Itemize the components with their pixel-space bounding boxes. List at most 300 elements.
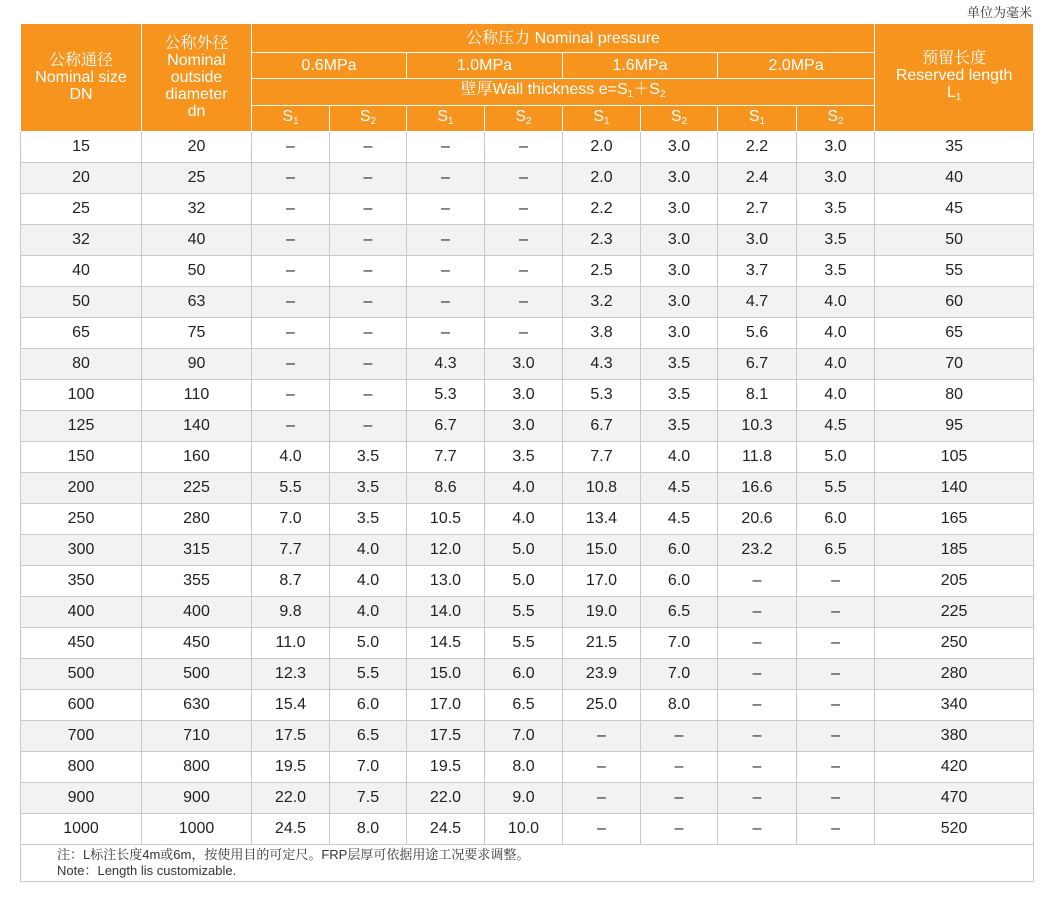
table-cell: 25: [21, 194, 142, 225]
table-cell: –: [330, 163, 407, 194]
table-cell: –: [407, 256, 485, 287]
table-cell: 45: [875, 194, 1034, 225]
header-outside-diameter: [142, 24, 252, 132]
table-cell: 5.3: [407, 380, 485, 411]
header-s1-p3: $S_1$: [718, 106, 797, 132]
table-cell: 7.7: [407, 442, 485, 473]
header-pressure-1.0: 1.0MPa: [407, 53, 563, 79]
header-reserved-en: Reserved length: [895, 66, 1013, 84]
table-cell: –: [485, 194, 563, 225]
table-cell: –: [718, 628, 797, 659]
table-cell: 2.0: [563, 163, 641, 194]
table-cell: 2.0: [563, 132, 641, 163]
table-cell: 450: [21, 628, 142, 659]
table-cell: –: [797, 597, 875, 628]
table-cell: –: [330, 287, 407, 318]
table-cell: 3.7: [718, 256, 797, 287]
table-cell: –: [252, 194, 330, 225]
header-od-cn: 公称外径: [164, 35, 229, 52]
table-cell: 3.5: [641, 380, 718, 411]
table-cell: 23.9: [563, 659, 641, 690]
table-row: [21, 163, 1034, 194]
table-row: [21, 380, 1034, 411]
table-cell: –: [718, 659, 797, 690]
table-cell: 50: [142, 256, 252, 287]
table-cell: 450: [142, 628, 252, 659]
table-cell: 22.0: [407, 783, 485, 814]
table-row: [21, 721, 1034, 752]
table-cell: –: [407, 225, 485, 256]
table-cell: –: [797, 659, 875, 690]
table-cell: –: [718, 721, 797, 752]
table-cell: 3.0: [797, 132, 875, 163]
table-cell: –: [407, 194, 485, 225]
table-cell: 95: [875, 411, 1034, 442]
table-cell: 10.8: [563, 473, 641, 504]
table-cell: –: [797, 628, 875, 659]
table-cell: 800: [21, 752, 142, 783]
header-reserved-cn: 预留长度: [922, 49, 987, 67]
table-cell: 900: [21, 783, 142, 814]
table-row: [21, 256, 1034, 287]
table-cell: 14.0: [407, 597, 485, 628]
table-cell: 4.0: [641, 442, 718, 473]
table-row: [21, 318, 1034, 349]
table-row: [21, 287, 1034, 318]
table-cell: 5.5: [252, 473, 330, 504]
table-cell: –: [252, 349, 330, 380]
table-cell: 4.0: [485, 473, 563, 504]
table-cell: 12.3: [252, 659, 330, 690]
table-cell: 90: [142, 349, 252, 380]
table-cell: 6.5: [485, 690, 563, 721]
header-reserved-sym: $L_1$: [946, 83, 962, 103]
table-cell: –: [485, 225, 563, 256]
table-cell: 4.0: [330, 597, 407, 628]
header-pressure-2.0: 2.0MPa: [718, 53, 875, 79]
table-cell: –: [718, 752, 797, 783]
table-cell: –: [797, 690, 875, 721]
table-cell: 21.5: [563, 628, 641, 659]
header-nominal-pressure: 公称压力 Nominal pressure: [252, 24, 875, 53]
table-cell: 6.0: [641, 535, 718, 566]
table-cell: 7.0: [330, 752, 407, 783]
table-cell: 8.0: [330, 814, 407, 845]
table-cell: 4.0: [330, 566, 407, 597]
table-cell: 24.5: [252, 814, 330, 845]
table-cell: –: [718, 783, 797, 814]
table-cell: 5.5: [797, 473, 875, 504]
table-cell: 315: [142, 535, 252, 566]
table-cell: 4.0: [797, 349, 875, 380]
table-cell: 5.5: [485, 597, 563, 628]
table-cell: 4.0: [797, 380, 875, 411]
table-cell: 35: [875, 132, 1034, 163]
table-cell: 7.0: [485, 721, 563, 752]
table-cell: –: [252, 225, 330, 256]
table-cell: 7.0: [641, 659, 718, 690]
table-cell: 2.7: [718, 194, 797, 225]
header-nominal-size-en: Nominal size: [35, 69, 127, 86]
table-cell: 3.0: [718, 225, 797, 256]
table-cell: 9.8: [252, 597, 330, 628]
table-cell: 40: [875, 163, 1034, 194]
table-cell: 3.0: [641, 287, 718, 318]
table-cell: 3.5: [641, 349, 718, 380]
table-cell: 4.0: [330, 535, 407, 566]
table-cell: 6.0: [330, 690, 407, 721]
table-row: [21, 690, 1034, 721]
table-cell: 8.6: [407, 473, 485, 504]
table-cell: 4.0: [252, 442, 330, 473]
table-cell: –: [797, 721, 875, 752]
table-cell: –: [485, 163, 563, 194]
table-cell: 22.0: [252, 783, 330, 814]
table-cell: –: [252, 287, 330, 318]
table-row: [21, 628, 1034, 659]
table-cell: 4.3: [407, 349, 485, 380]
table-cell: 12.0: [407, 535, 485, 566]
table-cell: 50: [21, 287, 142, 318]
header-wall-thickness: 壁厚Wall thickness $e=S_1+S_2$: [252, 79, 875, 106]
table-cell: –: [485, 318, 563, 349]
table-cell: 900: [142, 783, 252, 814]
table-cell: 165: [875, 504, 1034, 535]
table-cell: 185: [875, 535, 1034, 566]
table-cell: 9.0: [485, 783, 563, 814]
header-s2-p0: $S_2$: [330, 106, 407, 132]
table-cell: –: [330, 132, 407, 163]
table-cell: 140: [142, 411, 252, 442]
table-body: [21, 132, 1034, 845]
table-cell: –: [563, 752, 641, 783]
table-cell: 80: [21, 349, 142, 380]
table-cell: 3.5: [485, 442, 563, 473]
table-cell: –: [407, 132, 485, 163]
table-cell: –: [797, 566, 875, 597]
table-cell: 7.7: [252, 535, 330, 566]
table-cell: 20.6: [718, 504, 797, 535]
table-cell: 15.4: [252, 690, 330, 721]
table-cell: 4.5: [641, 504, 718, 535]
table-cell: 250: [875, 628, 1034, 659]
table-cell: 6.5: [797, 535, 875, 566]
table-cell: 420: [875, 752, 1034, 783]
table-cell: 400: [142, 597, 252, 628]
table-cell: 32: [142, 194, 252, 225]
table-cell: 5.3: [563, 380, 641, 411]
table-cell: 4.0: [797, 287, 875, 318]
table-cell: 19.0: [563, 597, 641, 628]
table-cell: 63: [142, 287, 252, 318]
table-header: [21, 24, 1034, 132]
table-cell: 630: [142, 690, 252, 721]
table-cell: 110: [142, 380, 252, 411]
table-cell: 380: [875, 721, 1034, 752]
table-cell: 40: [142, 225, 252, 256]
table-cell: –: [252, 256, 330, 287]
table-cell: –: [407, 163, 485, 194]
table-cell: 25.0: [563, 690, 641, 721]
table-cell: 7.0: [641, 628, 718, 659]
table-cell: –: [252, 132, 330, 163]
table-cell: 5.0: [330, 628, 407, 659]
table-cell: –: [641, 814, 718, 845]
header-nominal-size: [21, 24, 142, 132]
table-cell: 3.5: [641, 411, 718, 442]
table-cell: 24.5: [407, 814, 485, 845]
table-row: [21, 566, 1034, 597]
table-cell: 205: [875, 566, 1034, 597]
table-cell: –: [718, 566, 797, 597]
table-cell: –: [485, 256, 563, 287]
table-cell: 8.0: [485, 752, 563, 783]
table-cell: 10.0: [485, 814, 563, 845]
table-cell: –: [563, 814, 641, 845]
table-row: [21, 783, 1034, 814]
table-cell: –: [252, 411, 330, 442]
table-cell: 3.2: [563, 287, 641, 318]
table-cell: 40: [21, 256, 142, 287]
header-s2-p3: $S_2$: [797, 106, 875, 132]
table-cell: 5.6: [718, 318, 797, 349]
table-cell: –: [330, 318, 407, 349]
table-cell: 6.7: [718, 349, 797, 380]
table-cell: 65: [21, 318, 142, 349]
header-s2-p2: $S_2$: [641, 106, 718, 132]
table-cell: 6.0: [485, 659, 563, 690]
table-cell: 6.7: [563, 411, 641, 442]
spec-table: [20, 23, 1034, 882]
table-cell: 65: [875, 318, 1034, 349]
table-cell: 6.0: [797, 504, 875, 535]
table-cell: 17.5: [407, 721, 485, 752]
table-cell: 5.0: [797, 442, 875, 473]
table-note: [21, 845, 1034, 882]
table-row: [21, 659, 1034, 690]
table-cell: 19.5: [407, 752, 485, 783]
table-cell: 355: [142, 566, 252, 597]
note-cn: 注：L标注长度4m或6m，按使用目的可定尺。FRP层厚可依据用途工况要求调整。: [57, 847, 530, 862]
table-cell: 200: [21, 473, 142, 504]
table-cell: 3.5: [330, 442, 407, 473]
table-cell: 700: [21, 721, 142, 752]
table-cell: 14.5: [407, 628, 485, 659]
table-cell: 8.0: [641, 690, 718, 721]
table-cell: 250: [21, 504, 142, 535]
table-cell: 5.0: [485, 566, 563, 597]
table-cell: 3.0: [797, 163, 875, 194]
table-cell: 15.0: [563, 535, 641, 566]
table-cell: 17.5: [252, 721, 330, 752]
table-cell: 100: [21, 380, 142, 411]
table-cell: 710: [142, 721, 252, 752]
table-cell: –: [563, 721, 641, 752]
table-cell: –: [330, 349, 407, 380]
table-cell: 4.3: [563, 349, 641, 380]
note-en: Note：Length lis customizable.: [57, 863, 237, 878]
table-cell: –: [718, 597, 797, 628]
table-cell: 70: [875, 349, 1034, 380]
table-cell: 6.5: [641, 597, 718, 628]
table-cell: 3.5: [330, 473, 407, 504]
table-cell: 23.2: [718, 535, 797, 566]
table-cell: –: [330, 256, 407, 287]
table-row: [21, 752, 1034, 783]
table-cell: –: [641, 752, 718, 783]
table-cell: 4.7: [718, 287, 797, 318]
table-cell: 4.0: [485, 504, 563, 535]
header-s1-p1: $S_1$: [407, 106, 485, 132]
table-cell: –: [641, 783, 718, 814]
table-cell: 3.0: [641, 163, 718, 194]
unit-label: 单位为毫米: [966, 5, 1032, 20]
table-cell: 350: [21, 566, 142, 597]
table-cell: 225: [142, 473, 252, 504]
header-s1-p0: $S_1$: [252, 106, 330, 132]
header-od-sym: dn: [187, 103, 206, 120]
table-cell: 80: [875, 380, 1034, 411]
table-cell: –: [252, 318, 330, 349]
table-cell: 4.5: [797, 411, 875, 442]
header-pressure-0.6: 0.6MPa: [252, 53, 407, 79]
table-cell: 2.4: [718, 163, 797, 194]
table-cell: 3.5: [797, 194, 875, 225]
table-cell: 25: [142, 163, 252, 194]
table-cell: 280: [142, 504, 252, 535]
table-row: [21, 349, 1034, 380]
header-pressure-1.6: 1.6MPa: [563, 53, 718, 79]
table-cell: 50: [875, 225, 1034, 256]
table-cell: 15: [21, 132, 142, 163]
table-cell: –: [330, 380, 407, 411]
table-cell: –: [641, 721, 718, 752]
table-cell: 400: [21, 597, 142, 628]
table-cell: 3.5: [797, 256, 875, 287]
table-cell: 4.5: [641, 473, 718, 504]
table-cell: 5.5: [330, 659, 407, 690]
table-cell: –: [485, 132, 563, 163]
table-cell: –: [718, 690, 797, 721]
table-cell: 2.5: [563, 256, 641, 287]
table-row: [21, 411, 1034, 442]
table-cell: 17.0: [407, 690, 485, 721]
table-row: [21, 814, 1034, 845]
table-cell: 6.7: [407, 411, 485, 442]
table-cell: 55: [875, 256, 1034, 287]
table-cell: 3.0: [641, 132, 718, 163]
table-cell: 3.0: [641, 256, 718, 287]
table-cell: 3.8: [563, 318, 641, 349]
table-cell: 3.5: [797, 225, 875, 256]
header-s1-p2: $S_1$: [563, 106, 641, 132]
table-cell: 160: [142, 442, 252, 473]
table-cell: 600: [21, 690, 142, 721]
table-cell: 5.5: [485, 628, 563, 659]
table-cell: 11.0: [252, 628, 330, 659]
header-s2-p1: $S_2$: [485, 106, 563, 132]
table-cell: 10.3: [718, 411, 797, 442]
table-cell: 3.0: [485, 411, 563, 442]
table-cell: 340: [875, 690, 1034, 721]
table-cell: 500: [21, 659, 142, 690]
table-cell: 225: [875, 597, 1034, 628]
header-nominal-size-cn: 公称通径: [48, 52, 113, 69]
table-cell: 7.0: [252, 504, 330, 535]
table-row: [21, 194, 1034, 225]
table-row: [21, 504, 1034, 535]
table-row: [21, 597, 1034, 628]
table-cell: 60: [875, 287, 1034, 318]
table-row: [21, 225, 1034, 256]
table-cell: 75: [142, 318, 252, 349]
table-cell: 8.7: [252, 566, 330, 597]
header-od-en1: Nominal: [167, 52, 226, 69]
table-cell: 10.5: [407, 504, 485, 535]
table-cell: 17.0: [563, 566, 641, 597]
header-od-en3: diameter: [165, 86, 228, 103]
table-cell: –: [407, 318, 485, 349]
table-cell: 2.2: [718, 132, 797, 163]
table-cell: 6.0: [641, 566, 718, 597]
table-cell: –: [563, 783, 641, 814]
table-cell: –: [330, 411, 407, 442]
table-cell: 300: [21, 535, 142, 566]
table-cell: 8.1: [718, 380, 797, 411]
table-cell: 150: [21, 442, 142, 473]
table-cell: 4.0: [797, 318, 875, 349]
table-row: [21, 132, 1034, 163]
table-cell: 470: [875, 783, 1034, 814]
header-od-en2: outside: [170, 69, 223, 86]
table-cell: 7.5: [330, 783, 407, 814]
table-cell: –: [407, 287, 485, 318]
table-cell: 3.0: [485, 380, 563, 411]
table-cell: 3.0: [641, 318, 718, 349]
table-cell: –: [252, 163, 330, 194]
header-reserved-length: [875, 24, 1034, 132]
table-cell: 13.4: [563, 504, 641, 535]
table-cell: 7.7: [563, 442, 641, 473]
table-cell: 20: [21, 163, 142, 194]
table-cell: 20: [142, 132, 252, 163]
table-cell: 800: [142, 752, 252, 783]
header-nominal-size-sym: DN: [69, 86, 93, 103]
table-cell: 3.0: [641, 194, 718, 225]
table-cell: 105: [875, 442, 1034, 473]
table-cell: 2.3: [563, 225, 641, 256]
table-cell: 3.0: [485, 349, 563, 380]
table-cell: 520: [875, 814, 1034, 845]
table-cell: –: [797, 814, 875, 845]
table-cell: –: [485, 287, 563, 318]
table-cell: 13.0: [407, 566, 485, 597]
table-row: [21, 535, 1034, 566]
table-cell: 6.5: [330, 721, 407, 752]
table-cell: 5.0: [485, 535, 563, 566]
table-cell: –: [330, 194, 407, 225]
table-cell: 280: [875, 659, 1034, 690]
table-cell: 140: [875, 473, 1034, 504]
table-cell: 11.8: [718, 442, 797, 473]
table-cell: 15.0: [407, 659, 485, 690]
table-row: [21, 473, 1034, 504]
table-cell: –: [797, 783, 875, 814]
table-cell: 3.0: [641, 225, 718, 256]
table-cell: 3.5: [330, 504, 407, 535]
table-cell: 1000: [21, 814, 142, 845]
table-cell: 16.6: [718, 473, 797, 504]
